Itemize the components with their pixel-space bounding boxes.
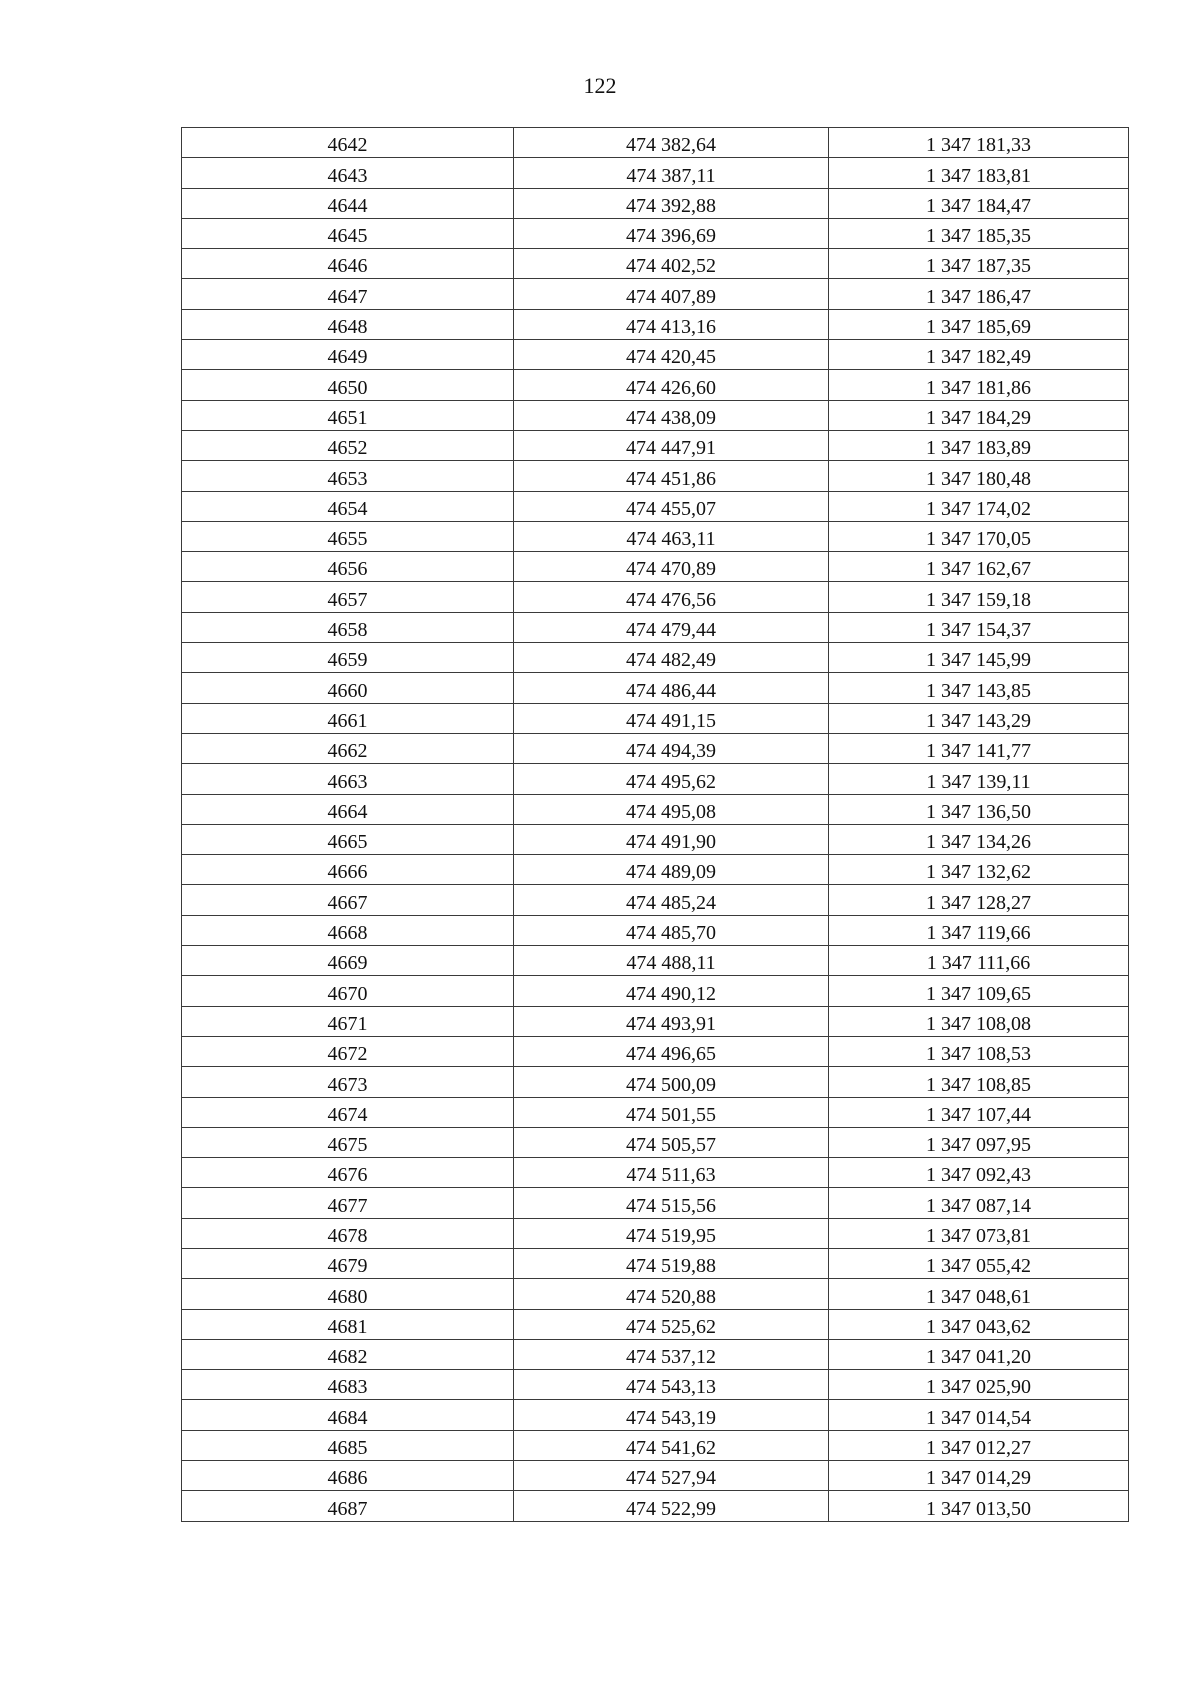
point-number-cell: 4678: [182, 1218, 514, 1248]
y-coordinate-cell: 1 347 108,53: [829, 1036, 1129, 1066]
y-coordinate-cell: 1 347 162,67: [829, 552, 1129, 582]
point-number-cell: 4666: [182, 855, 514, 885]
y-coordinate-cell: 1 347 014,54: [829, 1400, 1129, 1430]
y-coordinate-cell: 1 347 012,27: [829, 1430, 1129, 1460]
point-number-cell: 4668: [182, 915, 514, 945]
y-coordinate-cell: 1 347 073,81: [829, 1218, 1129, 1248]
table-row: [182, 1218, 1129, 1248]
table-row: [182, 1461, 1129, 1491]
table-row: [182, 1370, 1129, 1400]
x-coordinate-cell: 474 485,24: [514, 885, 829, 915]
table-row: [182, 976, 1129, 1006]
point-number-cell: 4675: [182, 1127, 514, 1157]
x-coordinate-cell: 474 491,90: [514, 824, 829, 854]
x-coordinate-cell: 474 496,65: [514, 1036, 829, 1066]
y-coordinate-cell: 1 347 111,66: [829, 946, 1129, 976]
y-coordinate-cell: 1 347 041,20: [829, 1339, 1129, 1369]
y-coordinate-cell: 1 347 043,62: [829, 1309, 1129, 1339]
point-number-cell: 4644: [182, 188, 514, 218]
table-row: [182, 673, 1129, 703]
x-coordinate-cell: 474 438,09: [514, 400, 829, 430]
point-number-cell: 4670: [182, 976, 514, 1006]
y-coordinate-cell: 1 347 170,05: [829, 521, 1129, 551]
x-coordinate-cell: 474 407,89: [514, 279, 829, 309]
x-coordinate-cell: 474 493,91: [514, 1006, 829, 1036]
table-row: [182, 1127, 1129, 1157]
x-coordinate-cell: 474 495,08: [514, 794, 829, 824]
point-number-cell: 4661: [182, 703, 514, 733]
x-coordinate-cell: 474 482,49: [514, 643, 829, 673]
y-coordinate-cell: 1 347 183,81: [829, 158, 1129, 188]
x-coordinate-cell: 474 451,86: [514, 461, 829, 491]
point-number-cell: 4650: [182, 370, 514, 400]
point-number-cell: 4682: [182, 1339, 514, 1369]
point-number-cell: 4676: [182, 1158, 514, 1188]
x-coordinate-cell: 474 485,70: [514, 915, 829, 945]
table-row: [182, 824, 1129, 854]
x-coordinate-cell: 474 490,12: [514, 976, 829, 1006]
table-row: [182, 643, 1129, 673]
table-row: [182, 915, 1129, 945]
x-coordinate-cell: 474 541,62: [514, 1430, 829, 1460]
y-coordinate-cell: 1 347 181,86: [829, 370, 1129, 400]
table-row: [182, 1279, 1129, 1309]
x-coordinate-cell: 474 486,44: [514, 673, 829, 703]
y-coordinate-cell: 1 347 092,43: [829, 1158, 1129, 1188]
table-row: [182, 552, 1129, 582]
point-number-cell: 4683: [182, 1370, 514, 1400]
table-row: [182, 885, 1129, 915]
table-row: [182, 188, 1129, 218]
table-row: [182, 1097, 1129, 1127]
y-coordinate-cell: 1 347 048,61: [829, 1279, 1129, 1309]
x-coordinate-cell: 474 495,62: [514, 764, 829, 794]
table-row: [182, 279, 1129, 309]
table-row: [182, 1006, 1129, 1036]
y-coordinate-cell: 1 347 187,35: [829, 249, 1129, 279]
table-row: [182, 1400, 1129, 1430]
table-row: [182, 1036, 1129, 1066]
point-number-cell: 4665: [182, 824, 514, 854]
table-row: [182, 733, 1129, 763]
x-coordinate-cell: 474 463,11: [514, 521, 829, 551]
y-coordinate-cell: 1 347 108,85: [829, 1067, 1129, 1097]
table-row: [182, 946, 1129, 976]
point-number-cell: 4659: [182, 643, 514, 673]
point-number-cell: 4655: [182, 521, 514, 551]
x-coordinate-cell: 474 470,89: [514, 552, 829, 582]
point-number-cell: 4686: [182, 1461, 514, 1491]
y-coordinate-cell: 1 347 109,65: [829, 976, 1129, 1006]
x-coordinate-cell: 474 519,88: [514, 1248, 829, 1278]
table-row: [182, 1248, 1129, 1278]
y-coordinate-cell: 1 347 184,29: [829, 400, 1129, 430]
x-coordinate-cell: 474 494,39: [514, 733, 829, 763]
table-row: [182, 764, 1129, 794]
y-coordinate-cell: 1 347 186,47: [829, 279, 1129, 309]
y-coordinate-cell: 1 347 134,26: [829, 824, 1129, 854]
y-coordinate-cell: 1 347 141,77: [829, 733, 1129, 763]
x-coordinate-cell: 474 537,12: [514, 1339, 829, 1369]
point-number-cell: 4679: [182, 1248, 514, 1278]
point-number-cell: 4674: [182, 1097, 514, 1127]
x-coordinate-cell: 474 500,09: [514, 1067, 829, 1097]
y-coordinate-cell: 1 347 183,89: [829, 430, 1129, 460]
point-number-cell: 4669: [182, 946, 514, 976]
point-number-cell: 4646: [182, 249, 514, 279]
y-coordinate-cell: 1 347 181,33: [829, 128, 1129, 158]
table-row: [182, 1158, 1129, 1188]
y-coordinate-cell: 1 347 097,95: [829, 1127, 1129, 1157]
y-coordinate-cell: 1 347 185,35: [829, 218, 1129, 248]
y-coordinate-cell: 1 347 182,49: [829, 340, 1129, 370]
table-row: [182, 430, 1129, 460]
y-coordinate-cell: 1 347 025,90: [829, 1370, 1129, 1400]
table-row: [182, 703, 1129, 733]
coordinates-table: [181, 127, 1129, 1522]
x-coordinate-cell: 474 488,11: [514, 946, 829, 976]
x-coordinate-cell: 474 522,99: [514, 1491, 829, 1521]
y-coordinate-cell: 1 347 180,48: [829, 461, 1129, 491]
point-number-cell: 4680: [182, 1279, 514, 1309]
y-coordinate-cell: 1 347 174,02: [829, 491, 1129, 521]
table-row: [182, 1491, 1129, 1521]
y-coordinate-cell: 1 347 107,44: [829, 1097, 1129, 1127]
y-coordinate-cell: 1 347 108,08: [829, 1006, 1129, 1036]
x-coordinate-cell: 474 387,11: [514, 158, 829, 188]
point-number-cell: 4662: [182, 733, 514, 763]
table-row: [182, 370, 1129, 400]
point-number-cell: 4643: [182, 158, 514, 188]
x-coordinate-cell: 474 382,64: [514, 128, 829, 158]
x-coordinate-cell: 474 527,94: [514, 1461, 829, 1491]
x-coordinate-cell: 474 491,15: [514, 703, 829, 733]
x-coordinate-cell: 474 392,88: [514, 188, 829, 218]
x-coordinate-cell: 474 447,91: [514, 430, 829, 460]
table-row: [182, 461, 1129, 491]
table-row: [182, 309, 1129, 339]
coordinates-table-body: [182, 128, 1129, 1522]
point-number-cell: 4667: [182, 885, 514, 915]
x-coordinate-cell: 474 519,95: [514, 1218, 829, 1248]
table-row: [182, 249, 1129, 279]
point-number-cell: 4648: [182, 309, 514, 339]
y-coordinate-cell: 1 347 154,37: [829, 612, 1129, 642]
table-row: [182, 1309, 1129, 1339]
y-coordinate-cell: 1 347 159,18: [829, 582, 1129, 612]
y-coordinate-cell: 1 347 132,62: [829, 855, 1129, 885]
y-coordinate-cell: 1 347 184,47: [829, 188, 1129, 218]
y-coordinate-cell: 1 347 136,50: [829, 794, 1129, 824]
y-coordinate-cell: 1 347 143,85: [829, 673, 1129, 703]
point-number-cell: 4673: [182, 1067, 514, 1097]
point-number-cell: 4663: [182, 764, 514, 794]
point-number-cell: 4681: [182, 1309, 514, 1339]
y-coordinate-cell: 1 347 145,99: [829, 643, 1129, 673]
x-coordinate-cell: 474 489,09: [514, 855, 829, 885]
y-coordinate-cell: 1 347 087,14: [829, 1188, 1129, 1218]
y-coordinate-cell: 1 347 139,11: [829, 764, 1129, 794]
point-number-cell: 4660: [182, 673, 514, 703]
x-coordinate-cell: 474 505,57: [514, 1127, 829, 1157]
x-coordinate-cell: 474 476,56: [514, 582, 829, 612]
x-coordinate-cell: 474 396,69: [514, 218, 829, 248]
point-number-cell: 4671: [182, 1006, 514, 1036]
x-coordinate-cell: 474 479,44: [514, 612, 829, 642]
point-number-cell: 4654: [182, 491, 514, 521]
x-coordinate-cell: 474 543,19: [514, 1400, 829, 1430]
table-row: [182, 340, 1129, 370]
point-number-cell: 4649: [182, 340, 514, 370]
y-coordinate-cell: 1 347 013,50: [829, 1491, 1129, 1521]
page-number: 122: [583, 73, 617, 98]
table-row: [182, 855, 1129, 885]
x-coordinate-cell: 474 426,60: [514, 370, 829, 400]
point-number-cell: 4684: [182, 1400, 514, 1430]
y-coordinate-cell: 1 347 014,29: [829, 1461, 1129, 1491]
table-row: [182, 491, 1129, 521]
table-row: [182, 582, 1129, 612]
point-number-cell: 4652: [182, 430, 514, 460]
y-coordinate-cell: 1 347 143,29: [829, 703, 1129, 733]
table-row: [182, 158, 1129, 188]
table-row: [182, 128, 1129, 158]
x-coordinate-cell: 474 420,45: [514, 340, 829, 370]
x-coordinate-cell: 474 511,63: [514, 1158, 829, 1188]
x-coordinate-cell: 474 525,62: [514, 1309, 829, 1339]
y-coordinate-cell: 1 347 055,42: [829, 1248, 1129, 1278]
y-coordinate-cell: 1 347 185,69: [829, 309, 1129, 339]
point-number-cell: 4645: [182, 218, 514, 248]
table-row: [182, 1339, 1129, 1369]
table-row: [182, 794, 1129, 824]
point-number-cell: 4658: [182, 612, 514, 642]
table-row: [182, 1188, 1129, 1218]
x-coordinate-cell: 474 520,88: [514, 1279, 829, 1309]
table-row: [182, 612, 1129, 642]
table-row: [182, 1430, 1129, 1460]
table-row: [182, 218, 1129, 248]
point-number-cell: 4687: [182, 1491, 514, 1521]
table-row: [182, 400, 1129, 430]
y-coordinate-cell: 1 347 128,27: [829, 885, 1129, 915]
point-number-cell: 4656: [182, 552, 514, 582]
x-coordinate-cell: 474 501,55: [514, 1097, 829, 1127]
table-row: [182, 1067, 1129, 1097]
x-coordinate-cell: 474 515,56: [514, 1188, 829, 1218]
point-number-cell: 4685: [182, 1430, 514, 1460]
point-number-cell: 4653: [182, 461, 514, 491]
point-number-cell: 4664: [182, 794, 514, 824]
point-number-cell: 4677: [182, 1188, 514, 1218]
table-row: [182, 521, 1129, 551]
point-number-cell: 4657: [182, 582, 514, 612]
point-number-cell: 4642: [182, 128, 514, 158]
x-coordinate-cell: 474 402,52: [514, 249, 829, 279]
x-coordinate-cell: 474 413,16: [514, 309, 829, 339]
y-coordinate-cell: 1 347 119,66: [829, 915, 1129, 945]
x-coordinate-cell: 474 455,07: [514, 491, 829, 521]
point-number-cell: 4647: [182, 279, 514, 309]
point-number-cell: 4672: [182, 1036, 514, 1066]
point-number-cell: 4651: [182, 400, 514, 430]
x-coordinate-cell: 474 543,13: [514, 1370, 829, 1400]
